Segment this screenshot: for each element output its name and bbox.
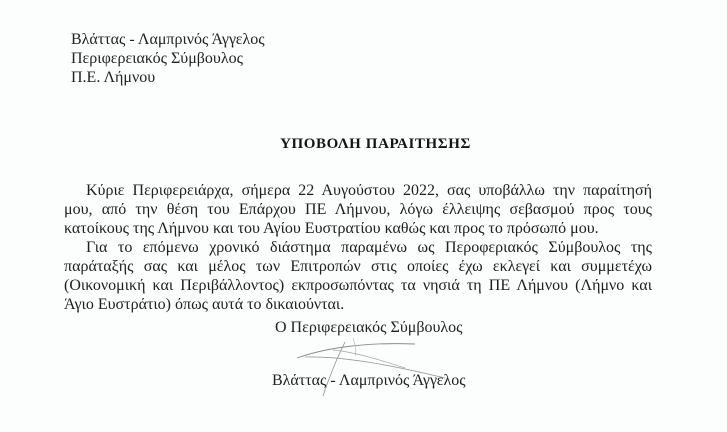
body-line: Άγιο Ευστράτιο) όπως αυτά το δικαιούνται. [64,296,345,313]
body-line: μου, από την θέση του Επάρχου ΠΕ Λήμνου, λόγω έλλειψης σεβασμού προς τους [64,201,652,218]
body-line: κατοίκους της Λήμνου και του Αγίου Ευστρατίου καθώς και προς το πρόσωπό μου. [64,220,599,237]
document-title-text: ΥΠΟΒΟΛΗ ΠΑΡΑΙΤΗΣΗΣ [280,136,471,152]
sender-block [71,30,265,87]
document-body [64,181,652,314]
sender-role: Περιφερειακός Σύμβουλος [71,50,243,67]
closing-title: Ο Περιφερειακός Σύμβουλος [275,319,463,336]
body-line: Για το επόμενω χρονικό διάστημα παραμένω ως Περοφεριακός Σύμβουλος της [86,239,652,256]
body-line: παράταξής σας και μέλος των Επιτροπών στις οποίες έχω εκλεγεί και συμμετέχω [64,258,652,275]
document-title [0,136,727,153]
signer-name: Βλάττας - Λαμπρινός Άγγελος [272,372,466,389]
body-line: (Οικονομική και Περιβάλλοντος) εκπροσωπόντας τα νησιά τη ΠΕ Λήμνου (Λήμνο και [64,277,652,294]
sender-unit: Π.Ε. Λήμνου [71,69,156,86]
body-line: Κύριε Περιφερειάρχα, σήμερα 22 Αυγούστου 2022, σας υποβάλλω την παραίτησή [86,182,652,199]
sender-name: Βλάττας - Λαμπρινός Άγγελος [71,31,265,48]
